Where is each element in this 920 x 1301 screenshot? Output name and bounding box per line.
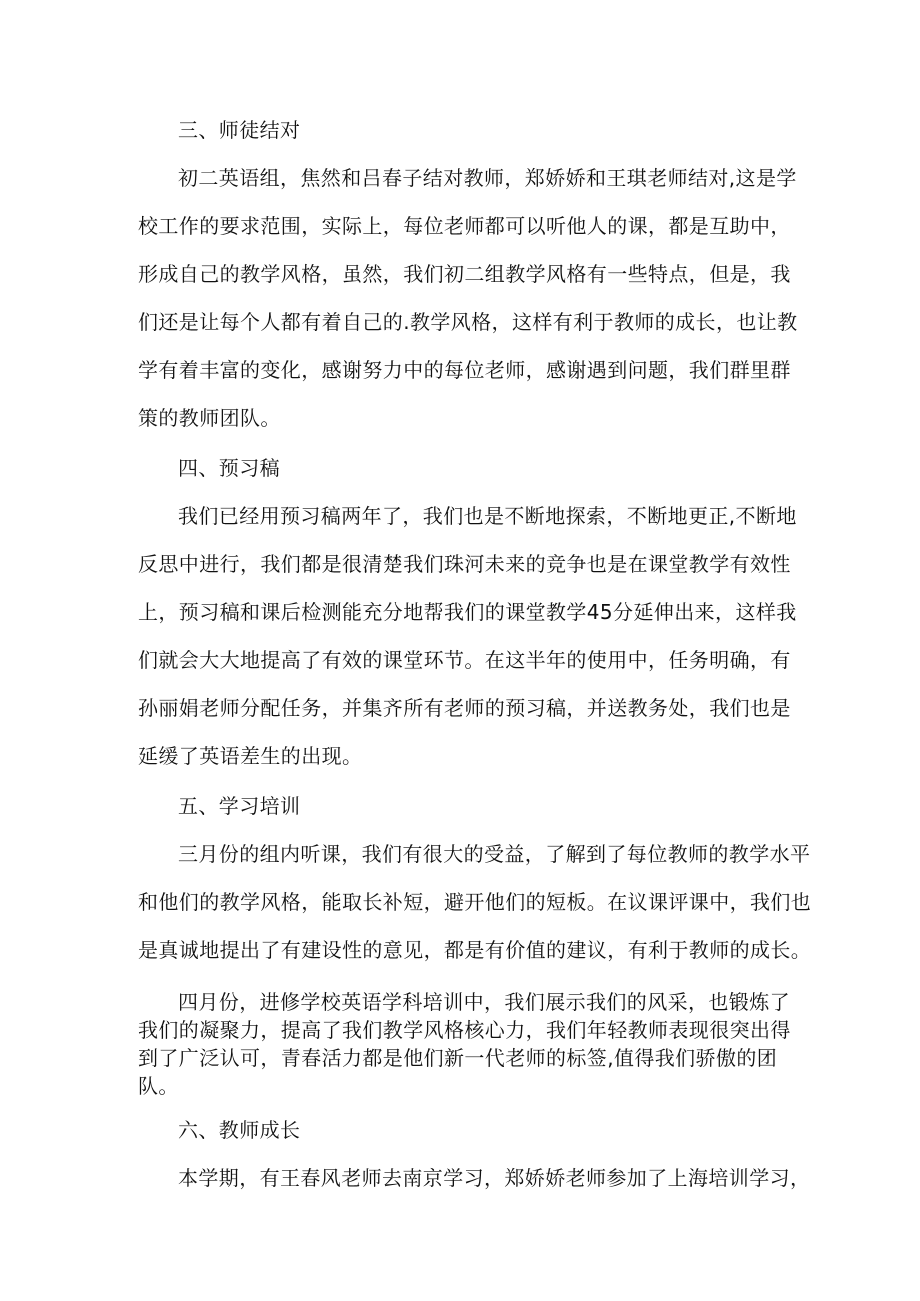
paragraph-line: 们还是让每个人都有着自己的.教学风格，这样有利于教师的成长，也让教 bbox=[138, 310, 798, 334]
paragraph-line: 校工作的要求范围，实际上，每位老师都可以听他人的课，都是互助中， bbox=[138, 214, 791, 238]
paragraph-line: 形成自己的教学风格，虽然，我们初二组教学风格有一些特点，但是，我 bbox=[138, 262, 791, 286]
paragraph-line: 是真诚地提出了有建设性的意见，都是有价值的建议，有利于教师的成长。 bbox=[138, 938, 812, 962]
paragraph-line: 队。 bbox=[138, 1074, 179, 1098]
paragraph-line: 策的教师团队。 bbox=[138, 406, 281, 430]
paragraph-line: 我们已经用预习稿两年了，我们也是不断地探索，不断地更正,不断地 bbox=[178, 504, 797, 528]
paragraph-line: 孙丽娟老师分配任务，并集齐所有老师的预习稿，并送教务处，我们也是 bbox=[138, 696, 791, 720]
paragraph-line: 到了广泛认可，青春活力都是他们新一代老师的标签,值得我们骄傲的团 bbox=[138, 1046, 778, 1070]
paragraph-line: 四月份，进修学校英语学科培训中，我们展示我们的风采，也锻炼了 bbox=[178, 990, 790, 1014]
paragraph-line: 学有着丰富的变化，感谢努力中的每位老师，感谢遇到问题，我们群里群 bbox=[138, 358, 791, 382]
section-heading-6: 六、教师成长 bbox=[178, 1118, 301, 1142]
section-heading-4: 四、预习稿 bbox=[178, 456, 280, 480]
section-heading-3: 三、师徒结对 bbox=[178, 118, 301, 142]
section-heading-5: 五、学习培训 bbox=[178, 794, 301, 818]
paragraph-line: 们就会大大地提高了有效的课堂环节。在这半年的使用中，任务明确，有 bbox=[138, 648, 791, 672]
paragraph-line: 反思中进行，我们都是很清楚我们珠河未来的竞争也是在课堂教学有效性 bbox=[138, 552, 791, 576]
paragraph-line: 我们的凝聚力，提高了我们教学风格核心力，我们年轻教师表现很突出得 bbox=[138, 1018, 791, 1042]
paragraph-line: 初二英语组，焦然和吕春子结对教师，郑娇娇和王琪老师结对,这是学 bbox=[178, 166, 797, 190]
paragraph-line: 上，预习稿和课后检测能充分地帮我们的课堂教学45分延伸出来，这样我 bbox=[138, 600, 797, 624]
paragraph-line: 和他们的教学风格，能取长补短，避开他们的短板。在议课评课中，我们也 bbox=[138, 890, 812, 914]
paragraph-line: 延缓了英语差生的出现。 bbox=[138, 744, 363, 768]
paragraph-line: 三月份的组内听课，我们有很大的受益，了解到了每位教师的教学水平 bbox=[178, 842, 811, 866]
paragraph-line: 本学期，有王春风老师去南京学习，郑娇娇老师参加了上海培训学习， bbox=[178, 1166, 811, 1190]
